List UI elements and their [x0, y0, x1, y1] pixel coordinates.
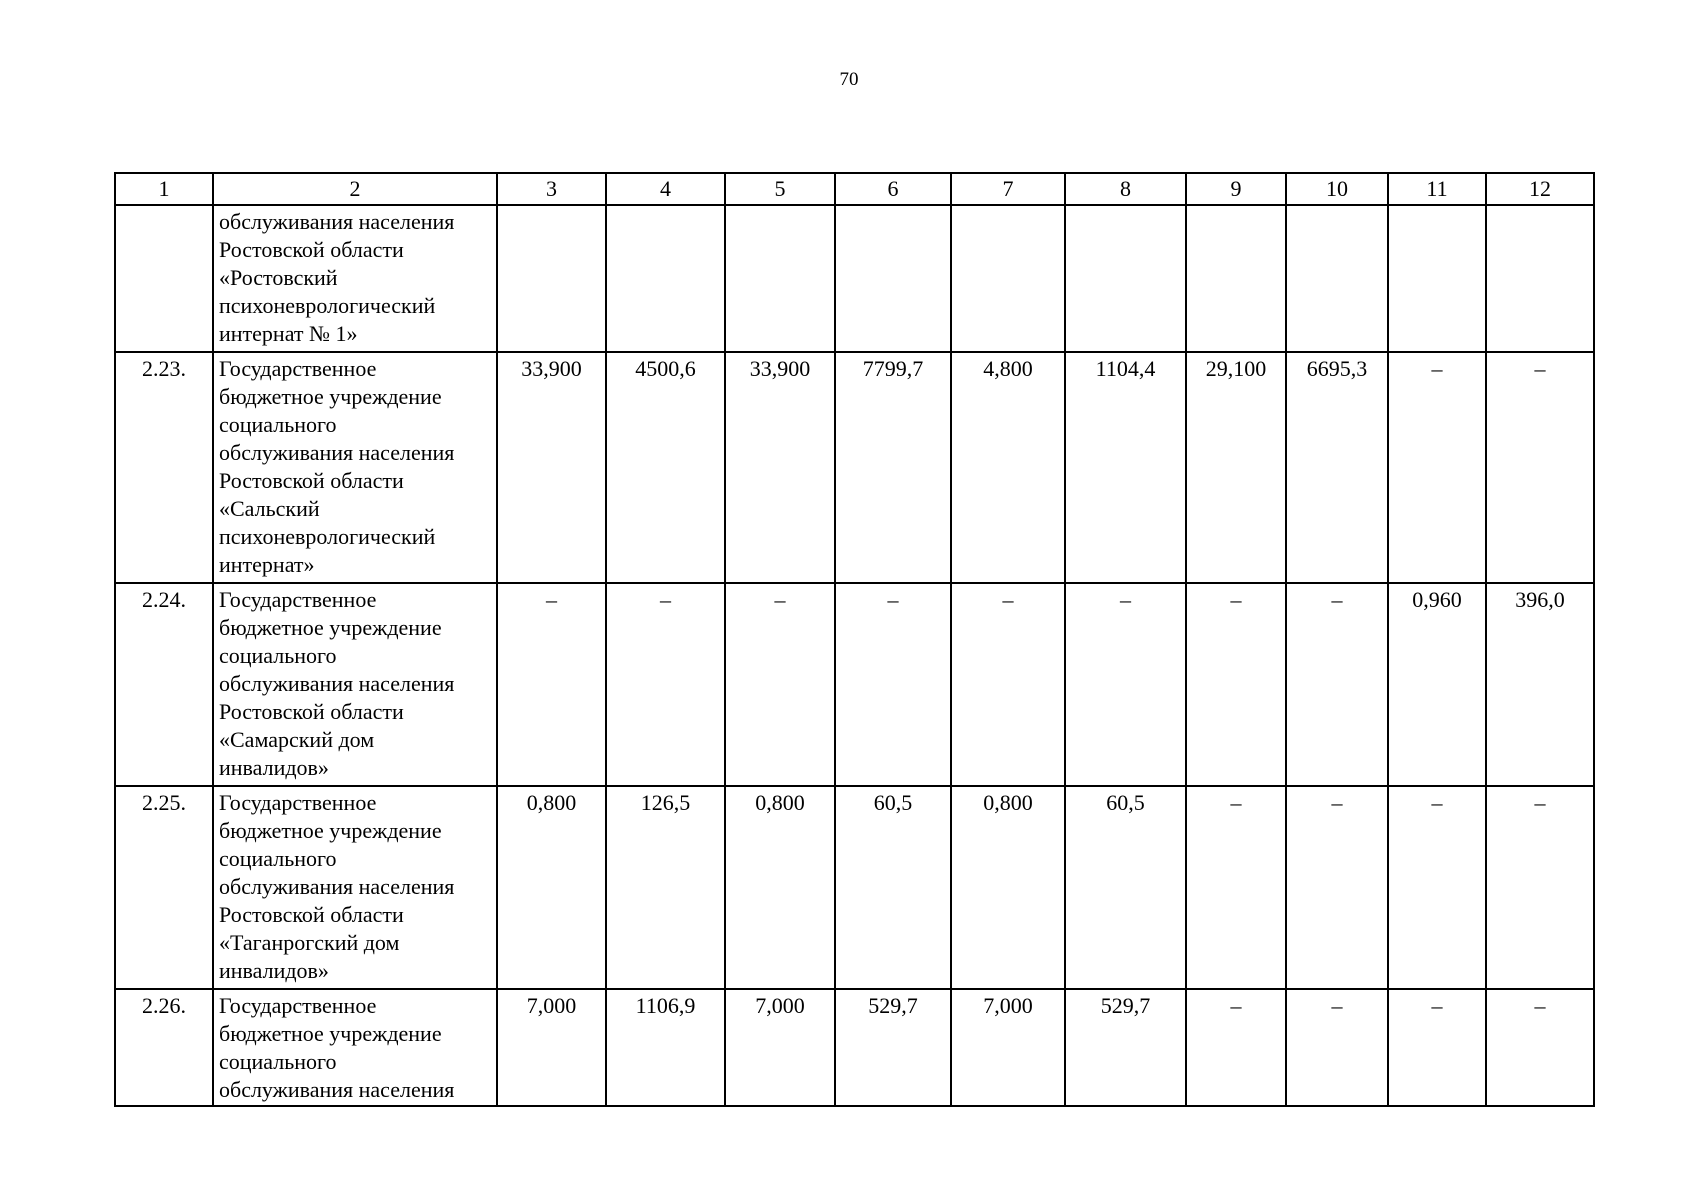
institution-name-line: психоневрологический — [219, 293, 436, 318]
institution-name — [213, 989, 497, 1106]
value-cell — [1065, 205, 1186, 352]
column-number: 11 — [1388, 173, 1486, 205]
institution-name-line: Ростовской области — [219, 902, 404, 927]
page-number: 70 — [839, 69, 859, 90]
institution-name — [213, 205, 497, 352]
institution-name-line: социального — [219, 1049, 337, 1074]
value-cell: 6695,3 — [1286, 352, 1388, 583]
value-cell: 0,800 — [951, 786, 1065, 989]
column-number: 3 — [497, 173, 606, 205]
value-cell: – — [1486, 989, 1594, 1106]
value-cell: – — [606, 583, 725, 786]
institution-name-line: «Сальский — [219, 496, 320, 521]
value-cell — [1286, 205, 1388, 352]
value-cell: – — [1388, 352, 1486, 583]
value-cell — [835, 205, 951, 352]
data-table — [114, 172, 1595, 1107]
institution-name-line: социального — [219, 643, 337, 668]
value-cell — [1388, 205, 1486, 352]
value-cell: – — [1286, 583, 1388, 786]
institution-name-line: психоневрологический — [219, 524, 436, 549]
column-number: 2 — [213, 173, 497, 205]
value-cell: 7799,7 — [835, 352, 951, 583]
value-cell: 0,800 — [725, 786, 835, 989]
value-cell — [1486, 205, 1594, 352]
value-cell: 4,800 — [951, 352, 1065, 583]
value-cell: 529,7 — [1065, 989, 1186, 1106]
table-row — [115, 352, 1594, 583]
column-number: 9 — [1186, 173, 1286, 205]
institution-name-line: Государственное — [219, 993, 377, 1018]
institution-name-line: интернат» — [219, 552, 315, 577]
value-cell — [1186, 205, 1286, 352]
column-number: 10 — [1286, 173, 1388, 205]
institution-name-line: Государственное — [219, 356, 377, 381]
institution-name-line: обслуживания населения — [219, 1077, 455, 1102]
value-cell: 0,960 — [1388, 583, 1486, 786]
value-cell: 1104,4 — [1065, 352, 1186, 583]
column-number: 6 — [835, 173, 951, 205]
value-cell — [725, 205, 835, 352]
value-cell: – — [725, 583, 835, 786]
value-cell — [497, 205, 606, 352]
value-cell: – — [835, 583, 951, 786]
institution-name-line: «Таганрогский дом — [219, 930, 400, 955]
value-cell: – — [1186, 583, 1286, 786]
value-cell: – — [1486, 352, 1594, 583]
institution-name-line: обслуживания населения — [219, 874, 455, 899]
institution-name — [213, 786, 497, 989]
institution-name-line: «Самарский дом — [219, 727, 375, 752]
institution-name-line: Государственное — [219, 790, 377, 815]
value-cell: – — [1065, 583, 1186, 786]
row-number: 2.25. — [115, 786, 213, 989]
value-cell: 0,800 — [497, 786, 606, 989]
institution-name-line: «Ростовский — [219, 265, 338, 290]
table-row — [115, 989, 1594, 1106]
value-cell: – — [1186, 989, 1286, 1106]
column-number-row — [115, 173, 1594, 205]
value-cell: 60,5 — [835, 786, 951, 989]
institution-name-line: обслуживания населения — [219, 440, 455, 465]
institution-name-line: Ростовской области — [219, 237, 404, 262]
value-cell: 33,900 — [725, 352, 835, 583]
institution-name-line: инвалидов» — [219, 958, 329, 983]
value-cell: 33,900 — [497, 352, 606, 583]
institution-name-line: инвалидов» — [219, 755, 329, 780]
table-row — [115, 583, 1594, 786]
row-number: 2.26. — [115, 989, 213, 1106]
column-number: 1 — [115, 173, 213, 205]
institution-name-line: бюджетное учреждение — [219, 615, 442, 640]
row-number: 2.23. — [115, 352, 213, 583]
value-cell — [951, 205, 1065, 352]
value-cell: – — [1486, 786, 1594, 989]
value-cell: 7,000 — [951, 989, 1065, 1106]
institution-name-line: интернат № 1» — [219, 321, 358, 346]
column-number: 4 — [606, 173, 725, 205]
column-number: 8 — [1065, 173, 1186, 205]
column-number: 5 — [725, 173, 835, 205]
institution-name-line: социального — [219, 412, 337, 437]
institution-name-line: Государственное — [219, 587, 377, 612]
value-cell: – — [1388, 786, 1486, 989]
institution-name-line: обслуживания населения — [219, 209, 455, 234]
value-cell — [606, 205, 725, 352]
institution-name-line: бюджетное учреждение — [219, 818, 442, 843]
value-cell: – — [1388, 989, 1486, 1106]
institution-name — [213, 352, 497, 583]
value-cell: 60,5 — [1065, 786, 1186, 989]
institution-name-line: бюджетное учреждение — [219, 1021, 442, 1046]
value-cell: – — [1286, 989, 1388, 1106]
value-cell: – — [1186, 786, 1286, 989]
institution-name — [213, 583, 497, 786]
value-cell: 529,7 — [835, 989, 951, 1106]
column-number: 7 — [951, 173, 1065, 205]
value-cell: 4500,6 — [606, 352, 725, 583]
row-number — [115, 205, 213, 352]
institution-name-line: социального — [219, 846, 337, 871]
value-cell: 126,5 — [606, 786, 725, 989]
value-cell: – — [1286, 786, 1388, 989]
value-cell: 29,100 — [1186, 352, 1286, 583]
institution-name-line: бюджетное учреждение — [219, 384, 442, 409]
institution-name-line: обслуживания населения — [219, 671, 455, 696]
institution-name-line: Ростовской области — [219, 468, 404, 493]
value-cell: 396,0 — [1486, 583, 1594, 786]
value-cell: 7,000 — [725, 989, 835, 1106]
value-cell: – — [497, 583, 606, 786]
value-cell: 7,000 — [497, 989, 606, 1106]
row-number: 2.24. — [115, 583, 213, 786]
table-row — [115, 205, 1594, 352]
column-number: 12 — [1486, 173, 1594, 205]
value-cell: – — [951, 583, 1065, 786]
table-row — [115, 786, 1594, 989]
value-cell: 1106,9 — [606, 989, 725, 1106]
institution-name-line: Ростовской области — [219, 699, 404, 724]
